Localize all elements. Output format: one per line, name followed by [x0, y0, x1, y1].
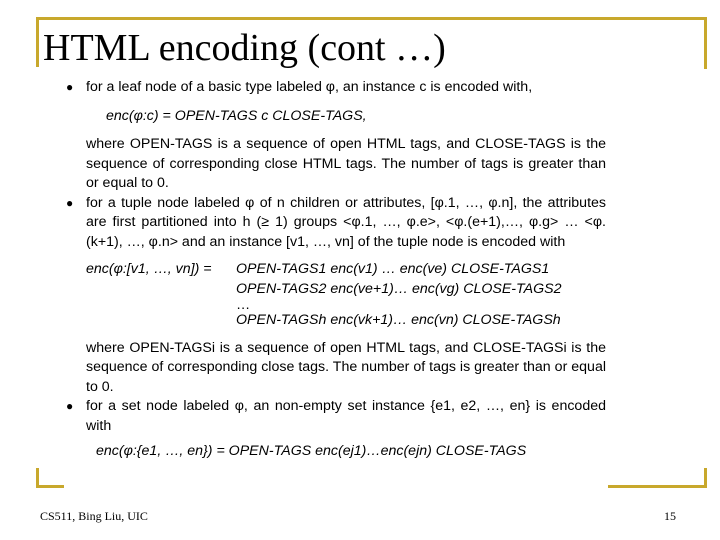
tuple-node-where: where OPEN-TAGSi is a sequence of open HTML tags, and CLOSE-TAGSi is the sequence of corresponding close tags. The number of tags is greater than or equal to 0. — [86, 339, 606, 395]
bottom-right-vert — [704, 468, 707, 488]
top-rule — [36, 17, 707, 20]
page-number: 15 — [664, 509, 676, 523]
bullet-icon: ● — [66, 399, 74, 413]
slide-content — [66, 78, 606, 462]
bottom-left-vert — [36, 468, 39, 488]
bullet-leaf-node — [66, 78, 606, 194]
bottom-right-rule — [608, 485, 707, 488]
set-node-intro: for a set node labeled φ, an non-empty set instance {e1, e2, …, en} is encoded with — [86, 398, 606, 434]
tuple-node-intro: for a tuple node labeled φ of n children or attributes, [φ.1, …, φ.n], the attributes are first partitioned into h (≥ 1) groups <φ.1, …, φ.e>, <φ.(e+1),…, φ.g> … <φ.(k+1), …, φ.n> and an instance [v1, …, vn] of the tuple node is encoded with — [86, 194, 606, 250]
slide-title: HTML encoding (cont …) — [43, 27, 446, 69]
bullet-icon: ● — [66, 195, 74, 210]
left-rule — [36, 17, 39, 67]
leaf-node-intro: for a leaf node of a basic type labeled φ, an instance c is encoded with, — [86, 79, 533, 95]
bottom-left-rule — [36, 485, 64, 488]
bullet-tuple-node — [66, 194, 606, 398]
tuple-eq-line-2: OPEN-TAGS2 enc(ve+1)… enc(vg) CLOSE-TAGS2 — [236, 280, 562, 297]
tuple-eq-line-1: OPEN-TAGS1 enc(v1) … enc(ve) CLOSE-TAGS1 — [236, 261, 550, 277]
tuple-node-equation — [86, 260, 606, 331]
leaf-node-where: where OPEN-TAGS is a sequence of open HTML tags, and CLOSE-TAGS is the sequence of corresponding close HTML tags. The number of tags is greater than or equal to 0. — [86, 136, 606, 191]
right-rule — [704, 17, 707, 69]
leaf-node-equation: enc(φ:c) = OPEN-TAGS c CLOSE-TAGS, — [106, 107, 367, 124]
bullet-set-node — [66, 397, 606, 462]
tuple-eq-line-4: OPEN-TAGSh enc(vk+1)… enc(vn) CLOSE-TAGSh — [236, 312, 561, 328]
footer-course: CS511, Bing Liu, UIC — [40, 509, 148, 523]
tuple-eq-line-3: … — [236, 297, 251, 313]
tuple-eq-lhs: enc(φ:[v1, …, vn]) = — [86, 261, 212, 277]
bullet-icon: ● — [66, 80, 74, 94]
set-node-equation: enc(φ:{e1, …, en}) = OPEN-TAGS enc(ej1)…enc(ejn) CLOSE-TAGS — [96, 443, 527, 459]
